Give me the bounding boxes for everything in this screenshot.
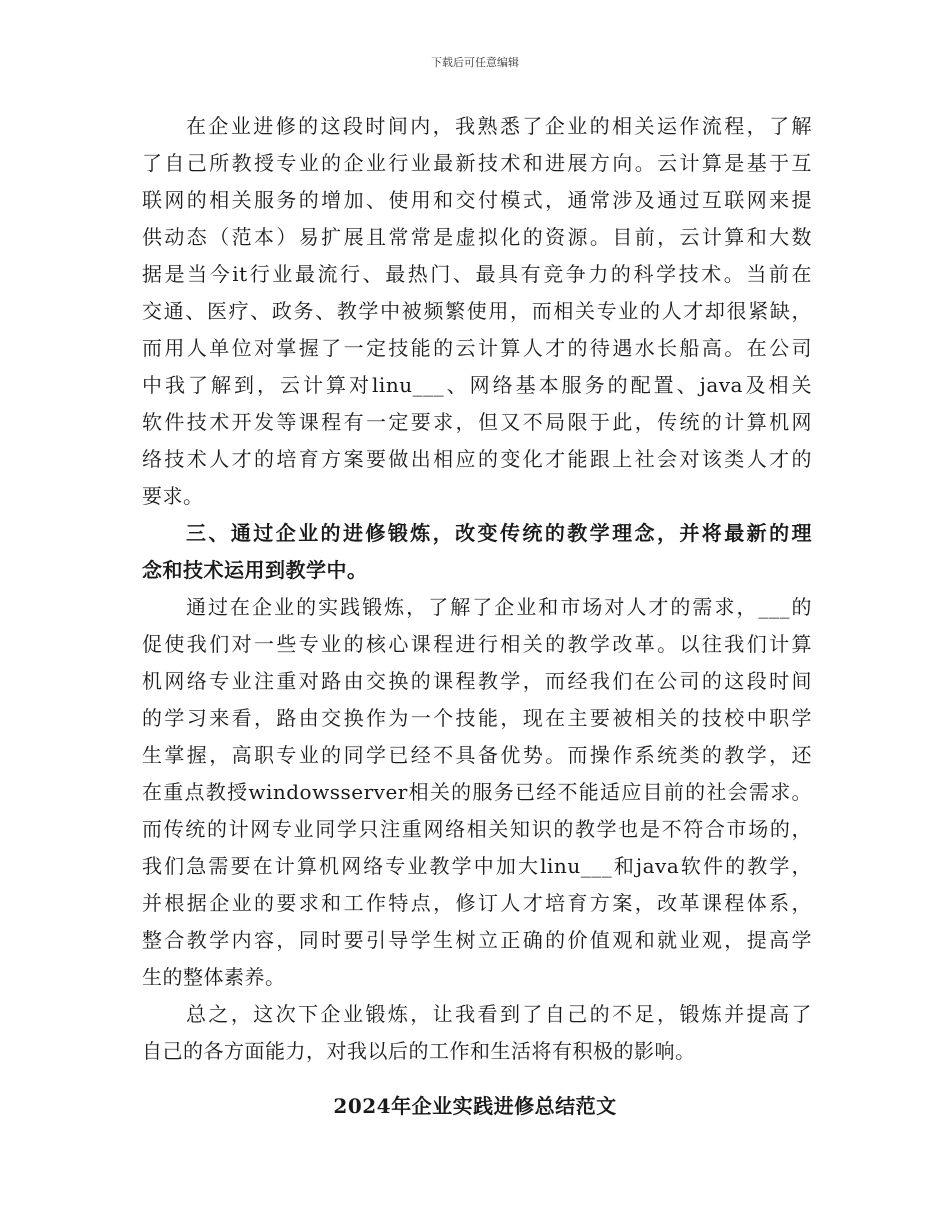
text-line: 联网的相关服务的增加、使用和交付模式，通常涉及通过互联网来提 [142, 188, 812, 212]
document-body [142, 108, 812, 1070]
text-line: 在重点教授windowsserver相关的服务已经不能适应目前的社会需求。 [142, 780, 812, 804]
text-line: 在企业进修的这段时间内，我熟悉了企业的相关运作流程，了解 [186, 114, 812, 138]
text-line: 中我了解到，云计算对linu___、网络基本服务的配置、java及相关 [142, 373, 812, 397]
text-line: 络技术人才的培育方案要做出相应的变化才能跟上社会对该类人才的 [142, 447, 812, 471]
text-line: 据是当今it行业最流行、最热门、最具有竞争力的科学技术。当前在 [142, 262, 812, 286]
paragraph [142, 589, 812, 996]
text-line: 整合教学内容，同时要引导学生树立正确的价值观和就业观，提高学 [142, 928, 812, 952]
paragraph [142, 996, 812, 1070]
text-line: 生掌握，高职专业的同学已经不具备优势。而操作系统类的教学，还 [142, 743, 812, 767]
text-line: 的学习来看，路由交换作为一个技能，现在主要被相关的技校中职学 [142, 706, 812, 730]
paragraph [142, 108, 812, 515]
text-line: 而用人单位对掌握了一定技能的云计算人才的待遇水长船高。在公司 [142, 336, 812, 360]
page-header: 下载后可任意编辑 [431, 56, 519, 69]
section-title: 2024年企业实践进修总结范文 [333, 1094, 617, 1118]
text-line: 生的整体素养。 [142, 965, 286, 989]
text-line: 我们急需要在计算机网络专业教学中加大linu___和java软件的教学， [142, 854, 812, 878]
text-line: 机网络专业注重对路由交换的课程教学，而经我们在公司的这段时间 [142, 669, 812, 693]
text-line: 自己的各方面能力，对我以后的工作和生活将有积极的影响。 [142, 1039, 696, 1063]
heading-line: 念和技术运用到教学中。 [142, 558, 368, 582]
text-line: 要求。 [142, 484, 204, 508]
text-line: 总之，这次下企业锻炼，让我看到了自己的不足，锻炼并提高了 [186, 1002, 812, 1026]
text-line: 软件技术开发等课程有一定要求，但又不局限于此，传统的计算机网 [142, 410, 812, 434]
text-line: 而传统的计网专业同学只注重网络相关知识的教学也是不符合市场的， [142, 817, 812, 841]
text-line: 了自己所教授专业的企业行业最新技术和进展方向。云计算是基于互 [142, 151, 812, 175]
text-line: 通过在企业的实践锻炼，了解了企业和市场对人才的需求，___的 [186, 595, 812, 619]
heading-line: 三、通过企业的进修锻炼，改变传统的教学理念，并将最新的理 [186, 521, 812, 545]
text-line: 并根据企业的要求和工作特点，修订人才培育方案，改革课程体系， [142, 891, 812, 915]
text-line: 供动态（范本）易扩展且常常是虚拟化的资源。目前，云计算和大数 [142, 225, 812, 249]
text-line: 交通、医疗、政务、教学中被频繁使用，而相关专业的人才却很紧缺， [142, 299, 812, 323]
section-heading [142, 515, 812, 589]
text-line: 促使我们对一些专业的核心课程进行相关的教学改革。以往我们计算 [142, 632, 812, 656]
